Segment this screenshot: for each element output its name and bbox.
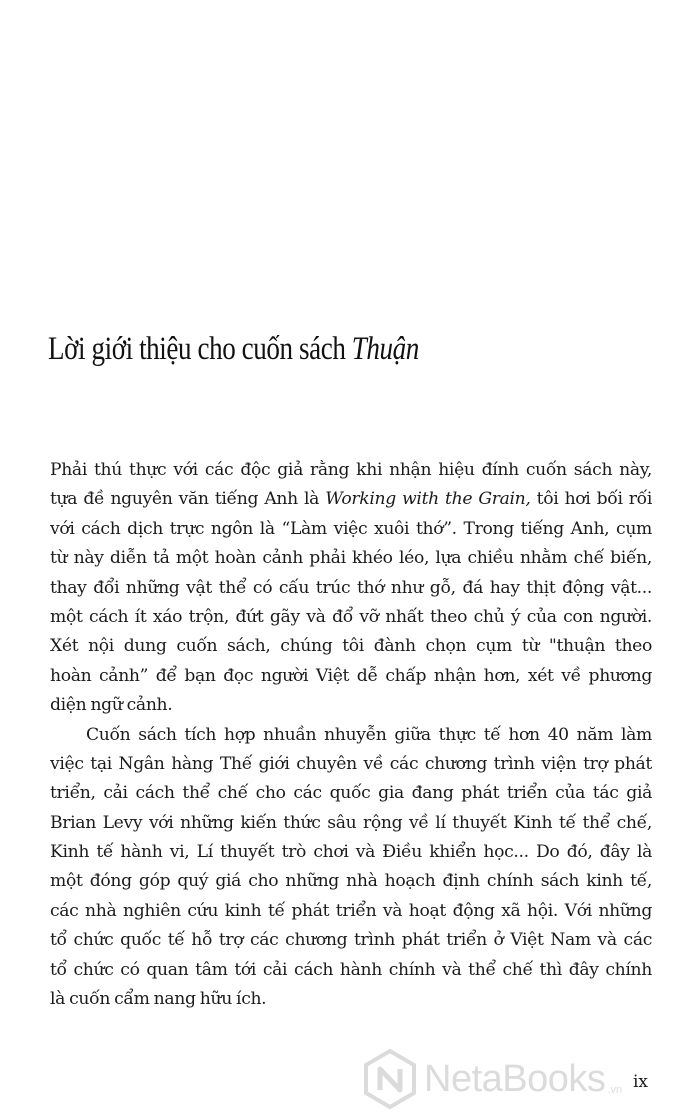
netabooks-logo-icon — [362, 1048, 418, 1110]
text-line: tổ chức quốc tế hỗ trợ các chương trình phát triển ở Việt Nam và các — [50, 930, 652, 951]
text-line: tựa đề nguyên văn tiếng Anh là Working with the Grain, tôi hơi bối rối — [50, 489, 652, 510]
text-line: Kinh tế hành vi, Lí thuyết trò chơi và Điều khiển học... Do đó, đây là — [50, 842, 652, 863]
text-line: các nhà nghiên cứu kinh tế phát triển và hoạt động xã hội. Với những — [50, 900, 652, 921]
text-line: Xét nội dung cuốn sách, chúng tôi đành chọn cụm từ "thuận theo — [50, 636, 652, 657]
text-line: là cuốn cẩm nang hữu ích. — [50, 989, 267, 1010]
body-text — [50, 456, 652, 1014]
text-line: một đóng góp quý giá cho những nhà hoạch định chính sách kinh tế, — [50, 871, 652, 892]
text-line: với cách dịch trực ngôn là “Làm việc xuôi thớ”. Trong tiếng Anh, cụm — [50, 518, 652, 539]
text-line: thay đổi những vật thể có cấu trúc thớ như gỗ, đá hay thịt động vật... — [50, 577, 652, 598]
page-number: ix — [632, 1072, 648, 1092]
text-line: từ này diễn tả một hoàn cảnh phải khéo léo, lựa chiều nhằm chế biến, — [50, 548, 652, 569]
text-line: tổ chức có quan tâm tới cải cách hành chính và thể chế thì đây chính — [50, 959, 652, 980]
watermark — [362, 1044, 700, 1114]
text-line: Brian Levy với những kiến thức sâu rộng về lí thuyết Kinh tế thể chế, — [50, 812, 652, 833]
chapter-title — [48, 328, 556, 370]
text-line: một cách ít xáo trộn, đứt gãy và đổ vỡ nhất theo chủ ý của con người. — [50, 606, 652, 627]
text-line: triển, cải cách thể chế cho các quốc gia đang phát triển của tác giả — [50, 783, 652, 804]
text-line: hoàn cảnh” để bạn đọc người Việt dễ chấp nhận hơn, xét về phương — [50, 665, 652, 686]
chapter-title-italic: Thuận — [351, 331, 419, 367]
text-line: Phải thú thực với các độc giả rằng khi nhận hiệu đính cuốn sách này, — [50, 460, 652, 480]
watermark-suffix: .vn — [607, 1084, 623, 1096]
text-line: diện ngữ cảnh. — [50, 695, 173, 716]
text-line: việc tại Ngân hàng Thế giới chuyên về các chương trình viện trợ phát — [50, 753, 652, 774]
chapter-title-text: Lời giới thiệu cho cuốn sách — [48, 331, 352, 367]
watermark-brand: NetaBooks — [424, 1057, 606, 1100]
text-line: Cuốn sách tích hợp nhuần nhuyễn giữa thực tế hơn 40 năm làm — [86, 724, 652, 745]
